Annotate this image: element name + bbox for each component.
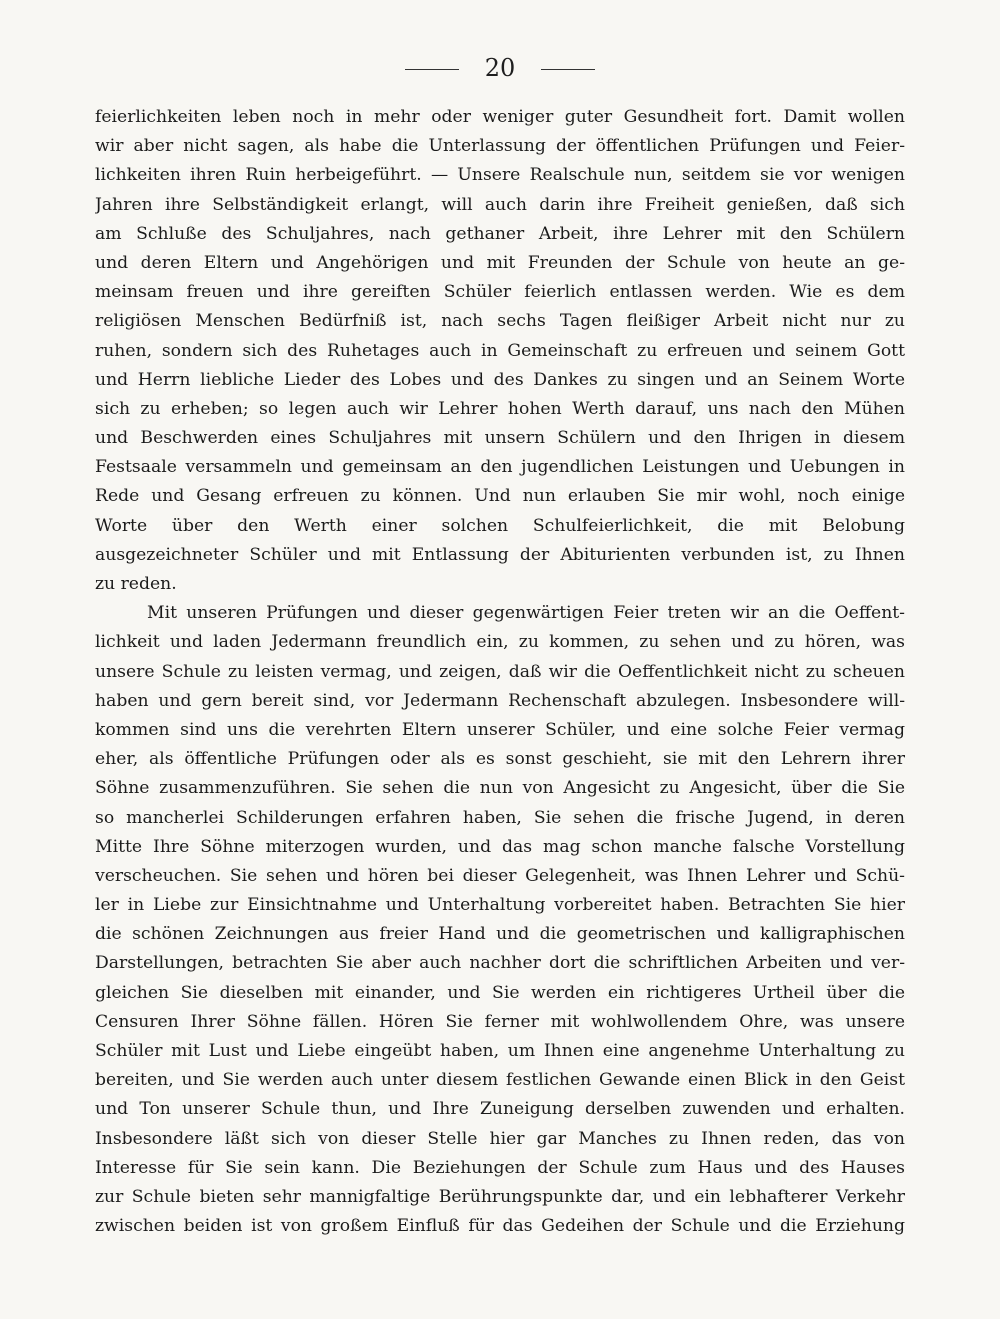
text-line: Mit unseren Prüfungen und dieser gegenwärtigen Feier treten wir an die Oeffent- — [147, 603, 905, 624]
text-line: ler in Liebe zur Einsichtnahme und Unterhaltung vorbereitet haben. Betrachten Sie hier — [95, 895, 905, 916]
text-line: zwischen beiden ist von großem Einfluß für das Gedeihen der Schule und die Erziehung — [95, 1216, 905, 1237]
text-line: haben und gern bereit sind, vor Jedermann Rechenschaft abzulegen. Insbesondere will- — [95, 690, 905, 711]
text-line: Insbesondere läßt sich von dieser Stelle hier gar Manches zu Ihnen reden, das von — [95, 1128, 905, 1149]
text-line: Rede und Gesang erfreuen zu können. Und nun erlauben Sie mir wohl, noch einige — [95, 486, 905, 507]
text-line: bereiten, und Sie werden auch unter diesem festlichen Gewande einen Blick in den Geist — [95, 1070, 905, 1091]
text-line: sich zu erheben; so legen auch wir Lehrer hohen Werth darauf, uns nach den Mühen — [95, 398, 905, 419]
text-line: unsere Schule zu leisten vermag, und zeigen, daß wir die Oeffentlichkeit nicht zu scheuen — [95, 661, 905, 682]
text-line: kommen sind uns die verehrten Eltern unserer Schüler, und eine solche Feier vermag — [95, 719, 905, 740]
text-line: meinsam freuen und ihre gereiften Schüler feierlich entlassen werden. Wie es dem — [95, 282, 905, 303]
text-line: eher, als öffentliche Prüfungen oder als es sonst geschieht, sie mit den Lehrern ihrer — [95, 749, 905, 770]
text-line: Jahren ihre Selbständigkeit erlangt, will auch darin ihre Freiheit genießen, daß sich — [95, 194, 905, 215]
text-line: und Herrn liebliche Lieder des Lobes und des Dankes zu singen und an Seinem Worte — [95, 369, 905, 390]
text-line: lichkeit und laden Jedermann freundlich ein, zu kommen, zu sehen und zu hören, was — [95, 632, 905, 653]
text-line: ruhen, sondern sich des Ruhetages auch in Gemeinschaft zu erfreuen und seinem Gott — [95, 340, 905, 361]
text-line: Söhne zusammenzuführen. Sie sehen die nun von Angesicht zu Angesicht, über die Sie — [95, 778, 905, 799]
text-line: Censuren Ihrer Söhne fällen. Hören Sie ferner mit wohlwollendem Ohre, was unsere — [95, 1011, 905, 1032]
text-line: Mitte Ihre Söhne miterzogen wurden, und das mag schon manche falsche Vorstellung — [95, 836, 905, 857]
text-line: Darstellungen, betrachten Sie aber auch nachher dort die schriftlichen Arbeiten und ver- — [95, 953, 905, 974]
text-line: und Beschwerden eines Schuljahres mit unsern Schülern und den Ihrigen in diesem — [95, 428, 905, 449]
page-number: 20 — [484, 53, 516, 82]
text-line: die schönen Zeichnungen aus freier Hand und die geometrischen und kalligraphischen — [95, 924, 905, 945]
text-line: so mancherlei Schilderungen erfahren haben, Sie sehen die frische Jugend, in deren — [95, 807, 905, 828]
header-rule-right — [541, 69, 595, 70]
text-line: und Ton unserer Schule thun, und Ihre Zuneigung derselben zuwenden und erhalten. — [95, 1099, 905, 1120]
header-rule-left — [405, 69, 459, 70]
text-line: zu reden. — [95, 574, 177, 594]
text-line: verscheuchen. Sie sehen und hören bei dieser Gelegenheit, was Ihnen Lehrer und Schü- — [95, 865, 905, 886]
text-line: feierlichkeiten leben noch in mehr oder weniger guter Gesundheit fort. Damit wollen — [95, 107, 905, 127]
text-line: Festsaale versammeln und gemeinsam an den jugendlichen Leistungen und Uebungen in — [95, 457, 905, 478]
text-line: wir aber nicht sagen, als habe die Unterlassung der öffentlichen Prüfungen und Feier- — [95, 136, 905, 157]
text-line: gleichen Sie dieselben mit einander, und Sie werden ein richtigeres Urtheil über die — [95, 982, 905, 1003]
text-line: am Schluße des Schuljahres, nach gethaner Arbeit, ihre Lehrer mit den Schülern — [95, 223, 905, 244]
text-line: Schüler mit Lust und Liebe eingeübt haben, um Ihnen eine angenehme Unterhaltung zu — [95, 1041, 905, 1061]
text-line: Worte über den Werth einer solchen Schulfeierlichkeit, die mit Belobung — [95, 515, 905, 536]
text-line: Interesse für Sie sein kann. Die Beziehungen der Schule zum Haus und des Hauses — [95, 1157, 905, 1178]
body-text — [95, 103, 905, 1241]
text-line: ausgezeichneter Schüler und mit Entlassung der Abiturienten verbunden ist, zu Ihnen — [95, 544, 905, 565]
text-line: religiösen Menschen Bedürfniß ist, nach sechs Tagen fleißiger Arbeit nicht nur zu — [95, 311, 905, 332]
text-line: lichkeiten ihren Ruin herbeigeführt. — Unsere Realschule nun, seitdem sie vor wenigen — [95, 165, 905, 186]
page-header — [0, 52, 1000, 82]
text-line: und deren Eltern und Angehörigen und mit Freunden der Schule von heute an ge- — [95, 252, 905, 273]
text-line: zur Schule bieten sehr mannigfaltige Berührungspunkte dar, und ein lebhafterer Verkehr — [95, 1186, 905, 1207]
